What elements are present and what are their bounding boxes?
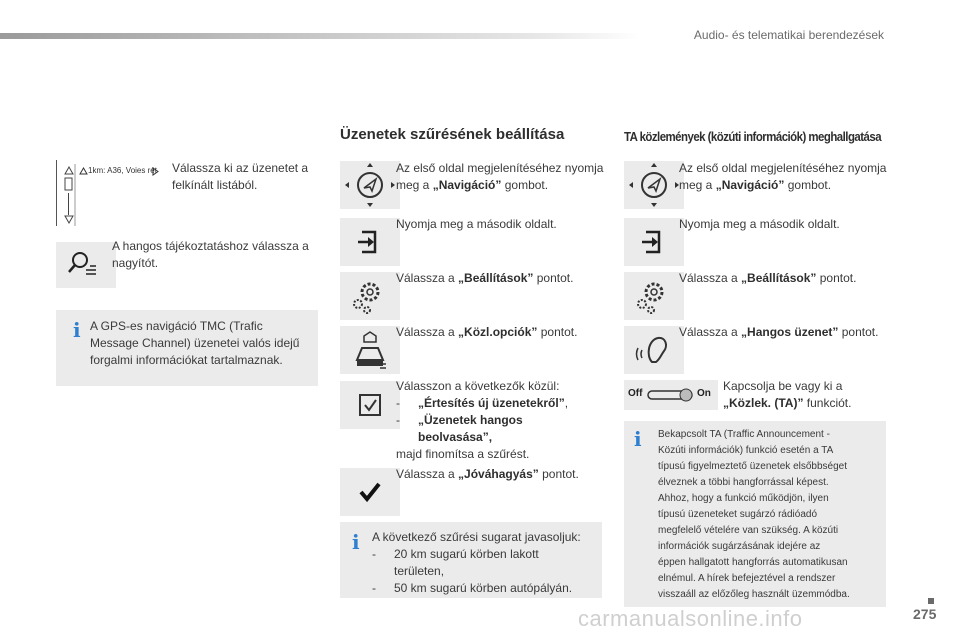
- right-step1-bold: „Navigáció”: [715, 178, 785, 192]
- filter-option-2-text: „Üzenetek hangos: [418, 413, 523, 427]
- navigation-icon: [624, 161, 684, 209]
- filter-option-new-messages: [396, 395, 606, 412]
- message-list-screen: [56, 160, 161, 226]
- dash: -: [396, 413, 400, 427]
- dash: -: [396, 396, 400, 410]
- middle-info-box: [340, 522, 602, 598]
- radius-item-text: 20 km sugarú körben lakott: [394, 547, 539, 561]
- screen-message-text[interactable]: 1km: A36, Voies rét: [88, 166, 157, 175]
- middle-step6-bold: „Jóváhagyás”: [458, 467, 539, 481]
- right-info-line: Bekapcsolt TA (Traffic Announcement -: [658, 429, 830, 440]
- left-info-box: [56, 310, 318, 386]
- right-info-text: [658, 427, 884, 603]
- right-step3-post: pontot.: [816, 271, 857, 285]
- middle-step1-bold: „Navigáció”: [432, 178, 502, 192]
- filter-option-1-text: „Értesítés új üzenetekről”: [418, 396, 565, 410]
- middle-step-traffic-options: [396, 324, 606, 341]
- dash: -: [372, 547, 376, 561]
- confirm-icon: [340, 468, 400, 516]
- confirm-button[interactable]: [340, 468, 400, 516]
- header-bar: [0, 33, 640, 39]
- right-step-settings: [679, 270, 889, 287]
- next-page-button[interactable]: [624, 218, 684, 266]
- right-info-line: típusú figyelmeztető üzenetek elsőbbséget: [658, 461, 848, 472]
- right-step-next-page: [679, 216, 889, 233]
- radius-item: [372, 546, 600, 563]
- middle-step3-pre: Válassza a: [396, 271, 459, 285]
- settings-button[interactable]: [340, 272, 400, 320]
- info-icon: i: [634, 427, 642, 451]
- right-info-box: [624, 421, 886, 607]
- checkbox-button[interactable]: [340, 381, 400, 429]
- left-step-magnifier: A hangos tájékoztatáshoz válassza a nagyítót.: [112, 239, 309, 270]
- right-info-line: információk sugárzásának idejére az: [658, 541, 821, 552]
- traffic-options-icon: [340, 326, 400, 374]
- right-info-line: visszaáll az előzőleg használt üzemmódba.: [658, 589, 850, 600]
- right-step3-pre: Válassza a: [679, 271, 742, 285]
- right-info-line: elnémul. A hírek befejeztével a rendszer: [658, 573, 836, 584]
- navigation-icon: [340, 161, 400, 209]
- radius-item-text-cont: területen,: [394, 564, 445, 578]
- header-title: Audio- és telematikai berendezések: [693, 28, 884, 42]
- right-section-title: TA közlemények (közúti információk) meghallgatása: [624, 129, 882, 144]
- watermark: carmanualsonline.info: [578, 606, 803, 631]
- right-step-navigation: [679, 160, 889, 194]
- right-step4-post: pontot.: [838, 325, 879, 339]
- right-info-line: élveznek a többi hangforrással képest.: [658, 477, 829, 488]
- filter-option-read-aloud: [396, 412, 606, 429]
- next-page-icon: [340, 218, 400, 266]
- right-info-line: éppen hallgatott hangforrás automatikusan: [658, 557, 848, 568]
- magnifier-icon: [56, 242, 116, 288]
- right-step5-bold: „Közlek. (TA)”: [723, 396, 804, 410]
- middle-step-navigation: [396, 160, 606, 194]
- page-number: 275: [913, 606, 937, 622]
- voice-message-button[interactable]: [624, 326, 684, 374]
- middle-step-filter-options: [396, 378, 606, 463]
- settings-icon: [340, 272, 400, 320]
- right-step-voice-message: [679, 324, 899, 341]
- voice-message-icon: [624, 326, 684, 374]
- middle-step5-intro: Válasszon a következők közül:: [396, 379, 560, 393]
- right-step5-post: funkciót.: [803, 396, 852, 410]
- radius-item: [372, 580, 600, 597]
- info-icon: i: [73, 318, 81, 342]
- navigation-button[interactable]: [340, 161, 400, 209]
- right-step4-bold: „Hangos üzenet”: [741, 325, 839, 339]
- middle-step4-pre: Válassza a: [396, 325, 459, 339]
- right-step-toggle-ta: [723, 378, 893, 412]
- right-step1-pre: Az első oldal megjelenítéséhez nyomja meg a: [679, 161, 887, 192]
- settings-icon: [624, 272, 684, 320]
- magnifier-button[interactable]: [56, 242, 116, 288]
- right-info-line: típusú üzeneteket sugárzó rádióadó: [658, 509, 817, 520]
- settings-button[interactable]: [624, 272, 684, 320]
- traffic-options-button[interactable]: [340, 326, 400, 374]
- middle-step5-outro: majd finomítsa a szűrést.: [396, 447, 530, 461]
- middle-section-title: Üzenetek szűrésének beállítása: [340, 126, 565, 143]
- middle-step1-post: gombot.: [501, 178, 549, 192]
- toggle-off-label: Off: [628, 388, 643, 399]
- middle-info-text: [372, 529, 600, 597]
- right-step4-pre: Válassza a: [679, 325, 742, 339]
- filter-option-1-post: ,: [564, 396, 569, 410]
- middle-step4-bold: „Közl.opciók”: [458, 325, 538, 339]
- middle-step4-post: pontot.: [537, 325, 578, 339]
- right-step3-bold: „Beállítások”: [741, 271, 817, 285]
- middle-step6-post: pontot.: [538, 467, 579, 481]
- right-step5-pre: Kapcsolja be vagy ki a: [723, 379, 843, 393]
- left-info-text: A GPS-es navigáció TMC (Trafic Message Channel) üzenetei valós idejű forgalmi információkat tartalmaznak.: [90, 319, 300, 367]
- middle-step-settings: [396, 270, 606, 287]
- middle-step-confirm: [396, 466, 606, 483]
- next-page-button[interactable]: [340, 218, 400, 266]
- next-page-icon: [624, 218, 684, 266]
- dash: -: [372, 581, 376, 595]
- page-marker: [928, 598, 934, 604]
- middle-step1-pre: Az első oldal megjelenítéséhez nyomja meg a: [396, 161, 604, 192]
- right-info-line: megfelelő vételére van szükség. A közúti: [658, 525, 839, 536]
- middle-step3-bold: „Beállítások”: [458, 271, 534, 285]
- checkbox-icon: [340, 381, 400, 429]
- middle-info-intro: A következő szűrési sugarat javasoljuk:: [372, 530, 581, 544]
- right-step2-text: Nyomja meg a második oldalt.: [679, 217, 840, 231]
- filter-option-2-text-cont: beolvasása”,: [418, 430, 493, 444]
- middle-step2-text: Nyomja meg a második oldalt.: [396, 217, 557, 231]
- info-icon: i: [352, 530, 360, 554]
- right-info-line: Közúti információk) funkció esetén a TA: [658, 445, 834, 456]
- navigation-button[interactable]: [624, 161, 684, 209]
- middle-step3-post: pontot.: [533, 271, 574, 285]
- toggle-on-label: On: [697, 388, 711, 399]
- right-step1-post: gombot.: [784, 178, 832, 192]
- middle-step-next-page: [396, 216, 606, 233]
- right-info-line: Ahhoz, hogy a funkció működjön, ilyen: [658, 493, 829, 504]
- radius-item-text: 50 km sugarú körben autópályán.: [394, 581, 573, 595]
- ta-toggle[interactable]: [624, 380, 718, 410]
- middle-step6-pre: Válassza a: [396, 467, 459, 481]
- left-step-select-message: Válassza ki az üzenetet a felkínált listából.: [172, 161, 309, 192]
